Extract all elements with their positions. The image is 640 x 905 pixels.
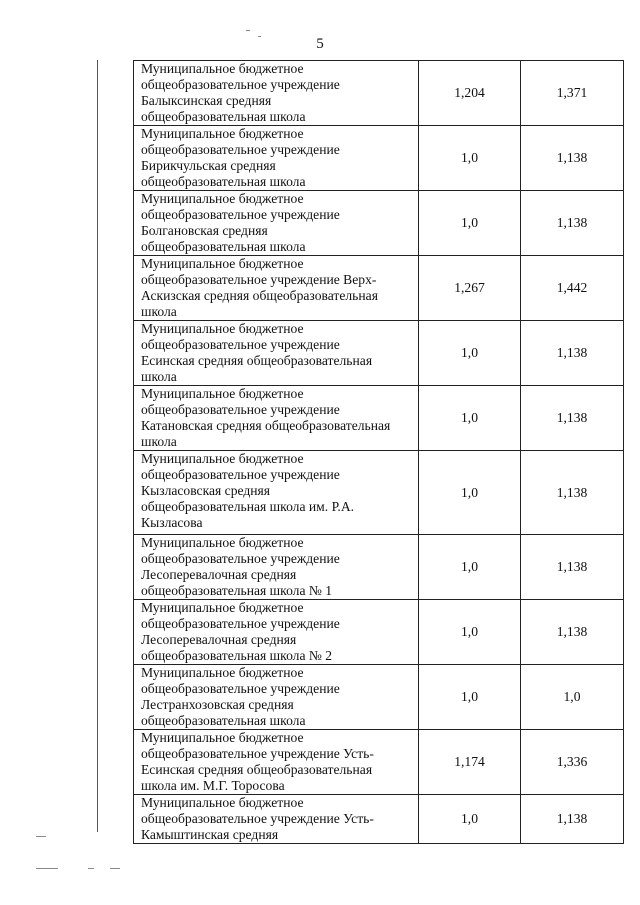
institution-name-cell bbox=[134, 191, 419, 256]
scan-artifact-top bbox=[246, 30, 250, 31]
institution-name-cell bbox=[134, 600, 419, 665]
coefficient-2-cell: 1,138 bbox=[521, 321, 624, 386]
coefficient-2-cell: 1,138 bbox=[521, 386, 624, 451]
coefficient-2-cell: 1,138 bbox=[521, 535, 624, 600]
institution-name: Муниципальное бюджетное общеобразовательное учреждение Лестранхозовская средняя общеобразовательная школа bbox=[141, 665, 340, 728]
coefficient-1-cell: 1,0 bbox=[419, 665, 521, 730]
scan-artifact-bottom-left-3 bbox=[88, 868, 94, 869]
institution-name-cell bbox=[134, 386, 419, 451]
institution-name-cell bbox=[134, 665, 419, 730]
institution-name: Муниципальное бюджетное общеобразовательное учреждение Лесоперевалочная средняя общеобразовательная школа № 1 bbox=[141, 535, 340, 598]
scan-artifact-top-2 bbox=[258, 36, 261, 37]
scan-artifact-bottom-left-2 bbox=[36, 868, 58, 869]
scan-artifact-bottom-left-4 bbox=[110, 868, 120, 869]
coefficient-2-cell: 1,138 bbox=[521, 795, 624, 844]
table-row bbox=[134, 730, 624, 795]
coefficient-1-cell: 1,0 bbox=[419, 191, 521, 256]
coefficient-2-cell: 1,138 bbox=[521, 126, 624, 191]
institution-name: Муниципальное бюджетное общеобразовательное учреждение Усть- Есинская средняя общеобразовательная школа им. М.Г. Торосова bbox=[141, 730, 374, 793]
coefficient-2-cell: 1,138 bbox=[521, 191, 624, 256]
coefficient-1-cell: 1,204 bbox=[419, 61, 521, 126]
institution-name: Муниципальное бюджетное общеобразовательное учреждение Болгановская средняя общеобразовательная школа bbox=[141, 191, 340, 254]
institution-name: Муниципальное бюджетное общеобразовательное учреждение Катановская средняя общеобразовательная школа bbox=[141, 386, 391, 449]
institution-name-cell bbox=[134, 795, 419, 844]
institution-name: Муниципальное бюджетное общеобразовательное учреждение Бирикчульская средняя общеобразовательная школа bbox=[141, 126, 340, 189]
table-row bbox=[134, 665, 624, 730]
coefficient-2-cell: 1,138 bbox=[521, 600, 624, 665]
table-row bbox=[134, 321, 624, 386]
coefficient-2-cell: 1,336 bbox=[521, 730, 624, 795]
coefficient-1-cell: 1,0 bbox=[419, 600, 521, 665]
coefficient-2-cell: 1,0 bbox=[521, 665, 624, 730]
coefficient-1-cell: 1,0 bbox=[419, 795, 521, 844]
table-row bbox=[134, 600, 624, 665]
table-row bbox=[134, 256, 624, 321]
coefficient-2-cell: 1,442 bbox=[521, 256, 624, 321]
table-row bbox=[134, 535, 624, 600]
coefficient-1-cell: 1,0 bbox=[419, 535, 521, 600]
scan-artifact-bottom-left bbox=[36, 836, 46, 837]
coefficient-2-cell: 1,138 bbox=[521, 451, 624, 535]
coefficient-1-cell: 1,267 bbox=[419, 256, 521, 321]
table-row bbox=[134, 451, 624, 535]
table-row bbox=[134, 386, 624, 451]
institution-name-cell bbox=[134, 535, 419, 600]
table-row bbox=[134, 126, 624, 191]
coefficient-1-cell: 1,0 bbox=[419, 451, 521, 535]
coefficient-1-cell: 1,0 bbox=[419, 386, 521, 451]
coefficient-1-cell: 1,0 bbox=[419, 321, 521, 386]
left-margin-line bbox=[97, 60, 98, 832]
coefficient-1-cell: 1,174 bbox=[419, 730, 521, 795]
coefficient-1-cell: 1,0 bbox=[419, 126, 521, 191]
table-row bbox=[134, 795, 624, 844]
institution-name: Муниципальное бюджетное общеобразовательное учреждение Лесоперевалочная средняя общеобразовательная школа № 2 bbox=[141, 600, 340, 663]
institution-name: Муниципальное бюджетное общеобразовательное учреждение Есинская средняя общеобразовательная школа bbox=[141, 321, 373, 384]
coefficient-2-cell: 1,371 bbox=[521, 61, 624, 126]
institution-name-cell bbox=[134, 61, 419, 126]
institution-name-cell bbox=[134, 321, 419, 386]
table-row bbox=[134, 61, 624, 126]
institution-name-cell bbox=[134, 256, 419, 321]
institution-name-cell bbox=[134, 730, 419, 795]
institution-name-cell bbox=[134, 451, 419, 535]
page-number: 5 bbox=[316, 36, 324, 52]
institution-name: Муниципальное бюджетное общеобразовательное учреждение Усть- Камыштинская средняя bbox=[141, 795, 374, 842]
institution-name: Муниципальное бюджетное общеобразовательное учреждение Верх- Аскизская средняя общеобразовательная школа bbox=[141, 256, 378, 319]
institution-name-cell bbox=[134, 126, 419, 191]
institution-name: Муниципальное бюджетное общеобразовательное учреждение Балыксинская средняя общеобразовательная школа bbox=[141, 61, 340, 124]
table-row bbox=[134, 191, 624, 256]
coefficients-table bbox=[133, 60, 624, 844]
institution-name: Муниципальное бюджетное общеобразовательное учреждение Кызласовская средняя общеобразовательная школа им. Р.А. Кызласова bbox=[141, 451, 355, 530]
